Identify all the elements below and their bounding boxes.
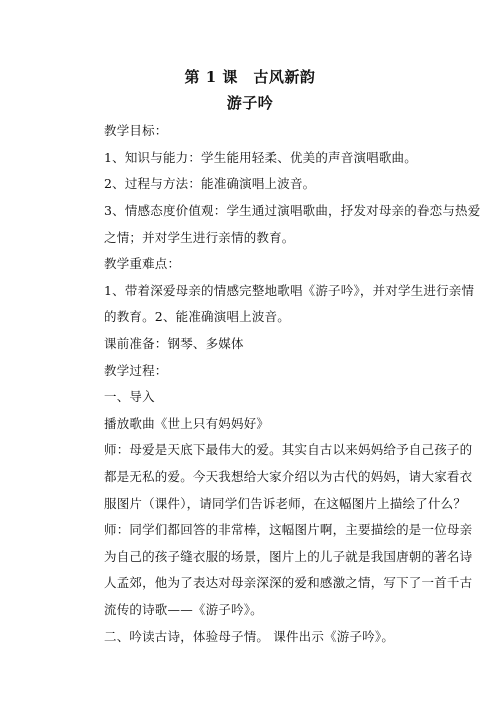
song-title: 游子吟 — [226, 94, 274, 112]
lesson-title: 第 1 课 古风新韵 — [184, 68, 316, 86]
text-line: 都是无私的爱。今天我想给大家介绍以为古代的妈妈，请大家看衣 — [104, 469, 473, 484]
text-line: 教学过程： — [104, 363, 168, 378]
text-line: 教学目标： — [104, 123, 168, 138]
text-line: 3、情感态度价值观：学生通过演唱歌曲，抒发对母亲的眷恋与热爱 — [104, 203, 481, 218]
text-line: 1、带着深爱母亲的情感完整地歌唱《游子吟》，并对学生进行亲情 — [104, 283, 475, 298]
text-line: 流传的诗歌——《游子吟》。 — [104, 602, 263, 617]
text-line: 教学重难点： — [104, 256, 181, 271]
text-line: 师：母爱是天底下最伟大的爱。其实自古以来妈妈给予自己孩子的 — [104, 442, 473, 457]
text-line: 之情；并对学生进行亲情的教育。 — [104, 230, 295, 245]
text-line: 服图片（课件），请同学们告诉老师，在这幅图片上描绘了什么？ — [104, 496, 467, 511]
text-line: 课前准备：钢琴、多媒体 — [104, 336, 244, 351]
text-line: 二、吟读古诗，体验母子情。 课件出示《游子吟》。 — [104, 629, 395, 644]
text-line: 人孟郊，他为了表达对母亲深深的爱和感激之情，写下了一首千古 — [104, 575, 473, 590]
text-line: 的教育。2、能准确演唱上波音。 — [104, 309, 290, 324]
text-line: 一、导入 — [104, 389, 155, 404]
text-line: 播放歌曲《世上只有妈妈好》 — [104, 416, 270, 431]
text-line: 师：同学们都回答的非常棒，这幅图片啊，主要描绘的是一位母亲 — [104, 522, 473, 537]
text-line: 2、过程与方法：能准确演唱上波音。 — [104, 176, 316, 191]
text-line: 为自己的孩子缝衣服的场景，图片上的儿子就是我国唐朝的著名诗 — [104, 549, 473, 564]
text-line: 1、知识与能力：学生能用轻柔、优美的声音演唱歌曲。 — [104, 150, 417, 165]
